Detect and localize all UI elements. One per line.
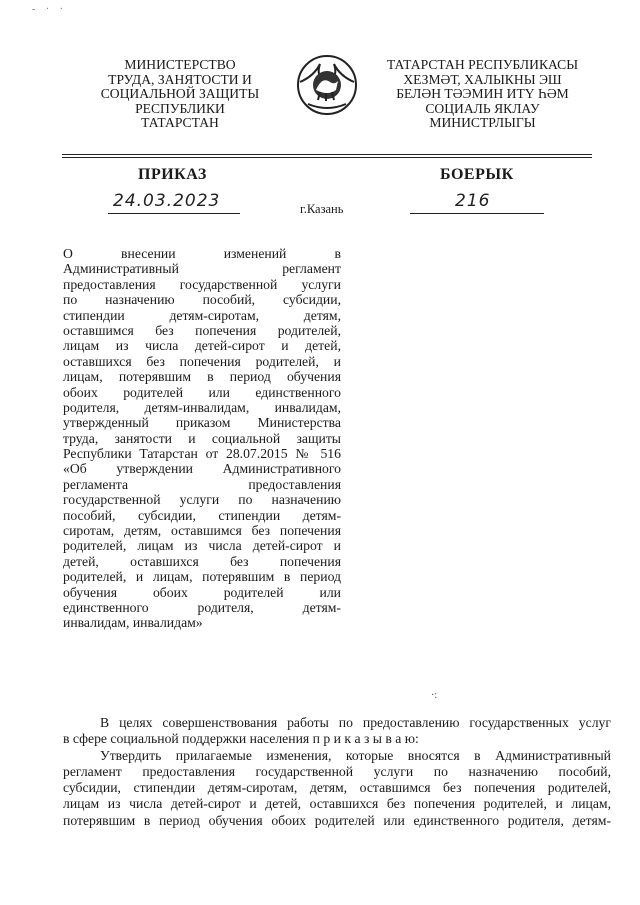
subject-line: оставшимся без попечения родителей, (63, 322, 341, 338)
ministry-name-tatar (365, 58, 600, 131)
order-number: 216 (455, 191, 491, 211)
subject-line: стипендии детям-сиротам, детям, (63, 307, 341, 323)
subject-line: оставшихся без попечения родителей, и (63, 353, 341, 369)
header-left-line: СОЦИАЛЬНОЙ ЗАЩИТЫ (100, 86, 260, 102)
subject-line: утвержденный приказом Министерства (63, 415, 341, 431)
subject-line: лицам из числа детей-сирот и детей, (63, 338, 341, 354)
subject-line: сиротам, детям, оставшимся без попечения (63, 523, 341, 539)
subject-line: родителя, детям-инвалидам, инвалидам, (63, 399, 341, 415)
scan-mark: - · · (32, 4, 67, 15)
order-city: г.Казань (300, 202, 344, 216)
order-body (63, 715, 611, 829)
header-right-line: СОЦИАЛЬ ЯКЛАУ (425, 100, 540, 116)
body-line: Утвердить прилагаемые изменения, которые вносятся в Административный (100, 747, 611, 763)
body-line: субсидии, стипендии детям-сиротам, детям, оставшимся без попечения родителей, (63, 780, 611, 796)
header-left-line: МИНИСТЕРСТВО (124, 57, 236, 72)
body-line: В целях совершенствования работы по предоставлению государственных услуг (100, 715, 611, 730)
header-right-line: МИНИСТРЛЫГЫ (429, 115, 536, 131)
subject-line: обоих родителей или единственного (63, 384, 341, 400)
subject-line: родителей, лицам из числа детей-сирот и (63, 538, 341, 554)
subject-line: «Об утверждении Административного (63, 461, 341, 477)
subject-line: единственного родителя, детям- (63, 599, 341, 615)
number-underline (410, 213, 544, 214)
subject-line: Республики Татарстан от 28.07.2015 № 516 (63, 446, 341, 462)
coat-of-arms-icon (296, 54, 358, 116)
subject-line: детей, оставшихся без попечения (63, 553, 341, 569)
body-line: потерявшим в период обучения обоих родителей или единственного родителя, детям- (63, 812, 611, 828)
subject-line: пособий, субсидии, стипендии детям- (63, 507, 341, 523)
subject-line: государственной услуги по назначению (63, 492, 341, 508)
subject-line: родителей, и лицам, потерявшим в период (63, 569, 341, 585)
subject-line: О внесении изменений в (63, 246, 341, 261)
order-title-russian: ПРИКАЗ (138, 166, 207, 183)
order-date: 24.03.2023 (113, 191, 221, 211)
order-title-tatar: БОЕРЫК (440, 166, 514, 183)
header-right-line: БЕЛӘН ТӘЭМИН ИТҮ ҺӘМ (396, 86, 569, 102)
header-left-line: РЕСПУБЛИКИ (135, 100, 225, 116)
subject-line: по назначению пособий, субсидии, (63, 292, 341, 308)
header-right-line: ХЕЗМӘТ, ХАЛЫКНЫ ЭШ (403, 71, 562, 87)
body-line: лицам из числа детей-сирот и детей, оставшихся без попечения родителей, и лицам, (63, 796, 611, 812)
subject-line: инвалидам, инвалидам» (63, 615, 203, 631)
ministry-name-russian (55, 58, 305, 131)
date-underline (108, 213, 240, 214)
subject-line: обучения обоих родителей или (63, 584, 341, 600)
body-line: регламент предоставления государственной услуги по назначению пособий, (63, 763, 611, 779)
header-left-line: ТРУДА, ЗАНЯТОСТИ И (108, 71, 252, 87)
subject-line: регламента предоставления (63, 476, 341, 492)
order-subject (63, 246, 341, 631)
subject-line: лицам, потерявшим в период обучения (63, 369, 341, 385)
header-divider (62, 154, 592, 155)
header-right-line: ТАТАРСТАН РЕСПУБЛИКАСЫ (386, 57, 579, 72)
body-line: в сфере социальной поддержки населения п р и к а з ы в а ю: (63, 731, 419, 747)
subject-line: предоставления государственной услуги (63, 276, 341, 292)
header-left-line: ТАТАРСТАН (141, 115, 219, 131)
scan-speck: ·: (431, 690, 438, 701)
subject-line: Административный регламент (63, 261, 341, 277)
subject-line: труда, занятости и социальной защиты (63, 430, 341, 446)
header-divider (62, 157, 592, 158)
